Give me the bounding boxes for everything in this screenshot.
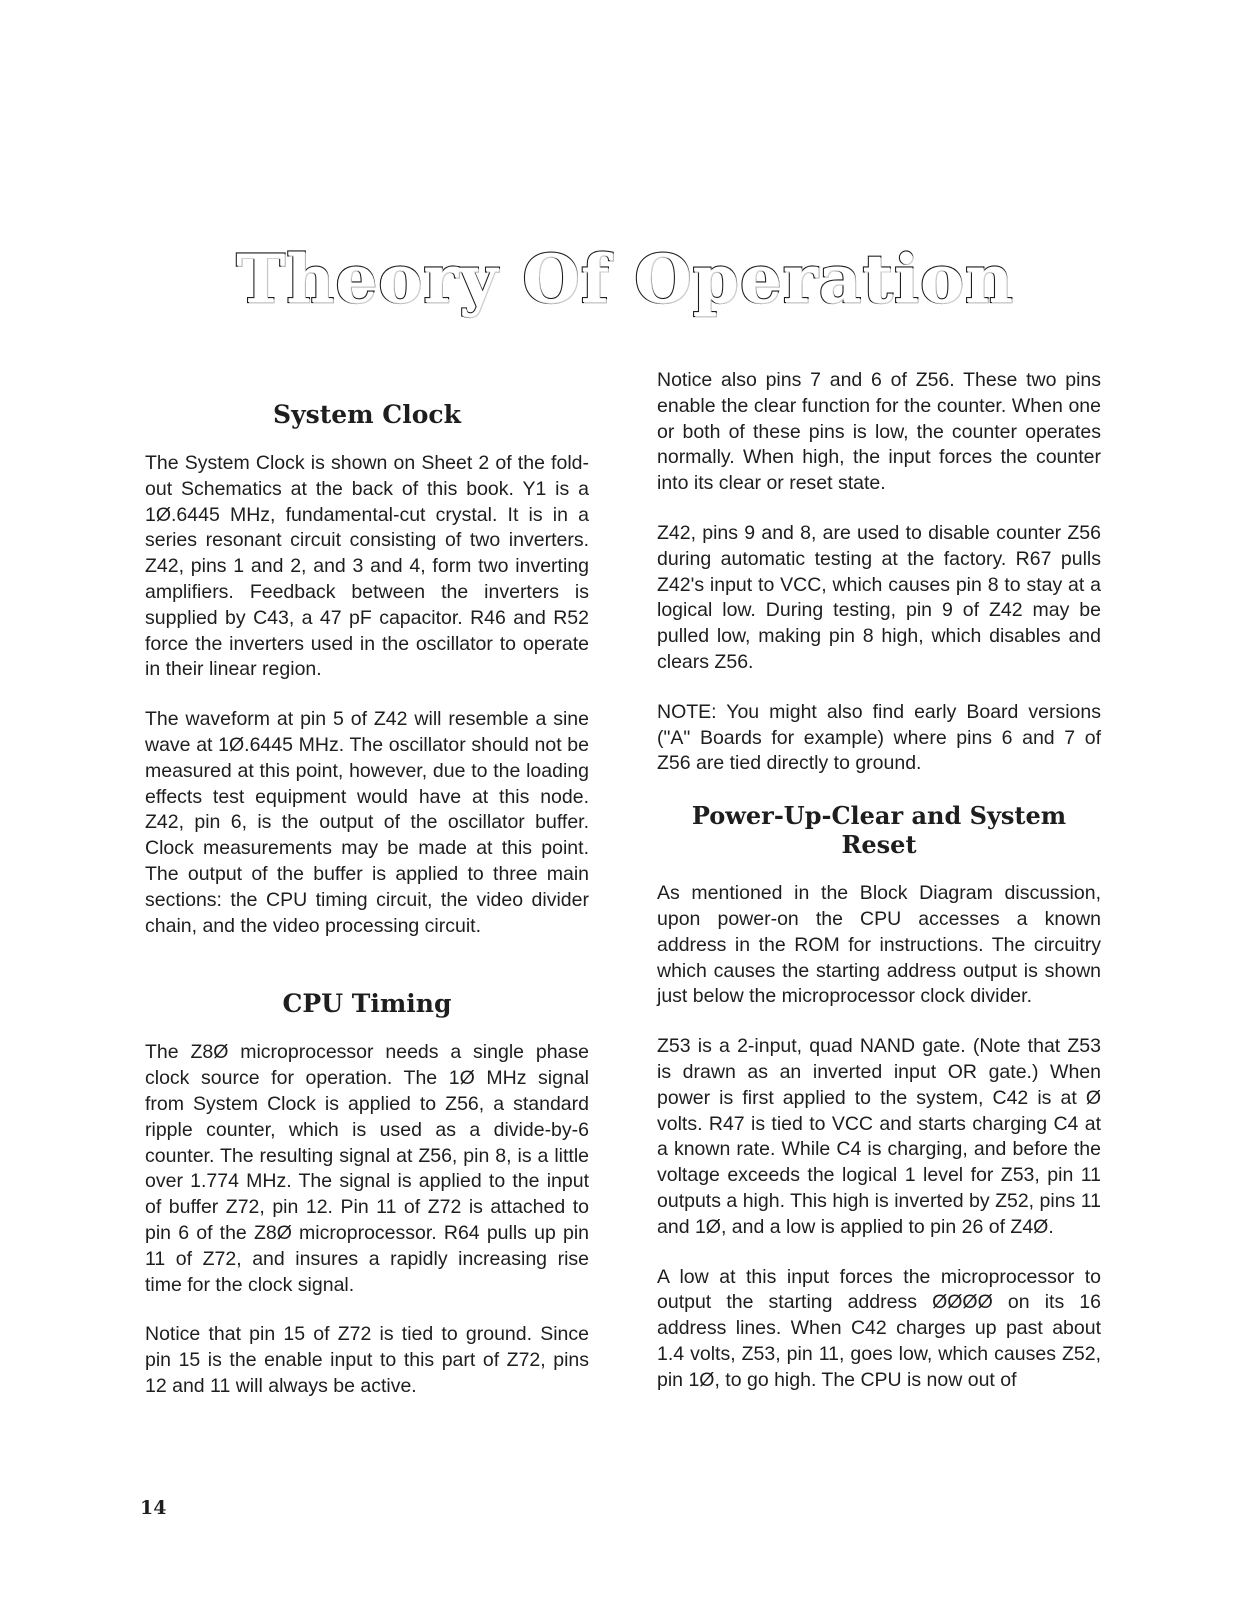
section-heading-system-clock: System Clock [273, 400, 461, 429]
page-number: 14 [140, 1497, 167, 1519]
paragraph: Notice also pins 7 and 6 of Z56. These two pins enable the clear function for the counter. When one or both of these pins is low, the counter operates normally. When high, the input forces the counter into its clear or reset state. [657, 369, 1101, 495]
paragraph: Notice that pin 15 of Z72 is tied to ground. Since pin 15 is the enable input to this part of Z72, pins 12 and 11 will always be active. [145, 1323, 589, 1397]
right-column [657, 368, 1101, 1394]
paragraph: As mentioned in the Block Diagram discussion, upon power-on the CPU accesses a known address in the ROM for instructions. The circuitry which causes the starting address output is shown just below the microprocessor clock divider. [657, 882, 1101, 1008]
section-heading-cpu-timing: CPU Timing [282, 989, 452, 1019]
left-column [145, 400, 589, 1400]
paragraph: The waveform at pin 5 of Z42 will resemble a sine wave at 1Ø.6445 MHz. The oscillator should not be measured at this point, however, due to the loading effects test equipment would have at this node. Z42, pin 6, is the output of the oscillator buffer. Clock measurements may be made at this point. The output of the buffer is applied to three main sections: the CPU timing circuit, the video divider chain, and the video processing circuit. [145, 708, 589, 937]
paragraph: The Z8Ø microprocessor needs a single phase clock source for operation. The 1Ø MHz signal from System Clock is applied to Z56, a standard ripple counter, which is used as a divide-by-6 counter. The resulting signal at Z56, pin 8, is a little over 1.774 MHz. The signal is applied to the input of buffer Z72, pin 12. Pin 11 of Z72 is attached to pin 6 of the Z8Ø microprocessor. R64 pulls up pin 11 of Z72, and insures a rapidly increasing rise time for the clock signal. [145, 1041, 589, 1296]
paragraph: The System Clock is shown on Sheet 2 of the fold-out Schematics at the back of this book. Y1 is a 1Ø.6445 MHz, fundamental-cut crystal. It is in a series resonant circuit consisting of two inverters. Z42, pins 1 and 2, and 3 and 4, form two inverting amplifiers. Feedback between the inverters is supplied by C43, a 47 pF capacitor. R46 and R52 force the inverters used in the oscillator to operate in their linear region. [145, 452, 589, 681]
paragraph: Z42, pins 9 and 8, are used to disable counter Z56 during automatic testing at the factory. R67 pulls Z42's input to VCC, which causes pin 8 to stay at a logical low. During testing, pin 9 of Z42 may be pulled low, making pin 8 high, which disables and clears Z56. [657, 521, 1101, 673]
paragraph-note: NOTE: You might also find early Board versions ("A" Boards for example) where pins 6 and 7 of Z56 are tied directly to ground. [657, 700, 1101, 775]
page-title: Theory Of Operation [236, 240, 1014, 318]
section-heading-power-up-clear: Power-Up-Clear and System Reset [691, 801, 1067, 860]
paragraph: A low at this input forces the microprocessor to output the starting address ØØØØ on its 16 address lines. When C42 charges up past about 1.4 volts, Z53, pin 11, goes low, which causes Z52, pin 1Ø, to go high. The CPU is now out of [657, 1265, 1101, 1391]
paragraph: Z53 is a 2-input, quad NAND gate. (Note that Z53 is drawn as an inverted input OR gate.) When power is first applied to the system, C42 is at Ø volts. R47 is tied to VCC and starts charging C4 at a known rate. While C4 is charging, and before the voltage exceeds the logical 1 level for Z53, pin 11 outputs a high. This high is inverted by Z52, pins 11 and 1Ø, and a low is applied to pin 26 of Z4Ø. [657, 1035, 1101, 1238]
